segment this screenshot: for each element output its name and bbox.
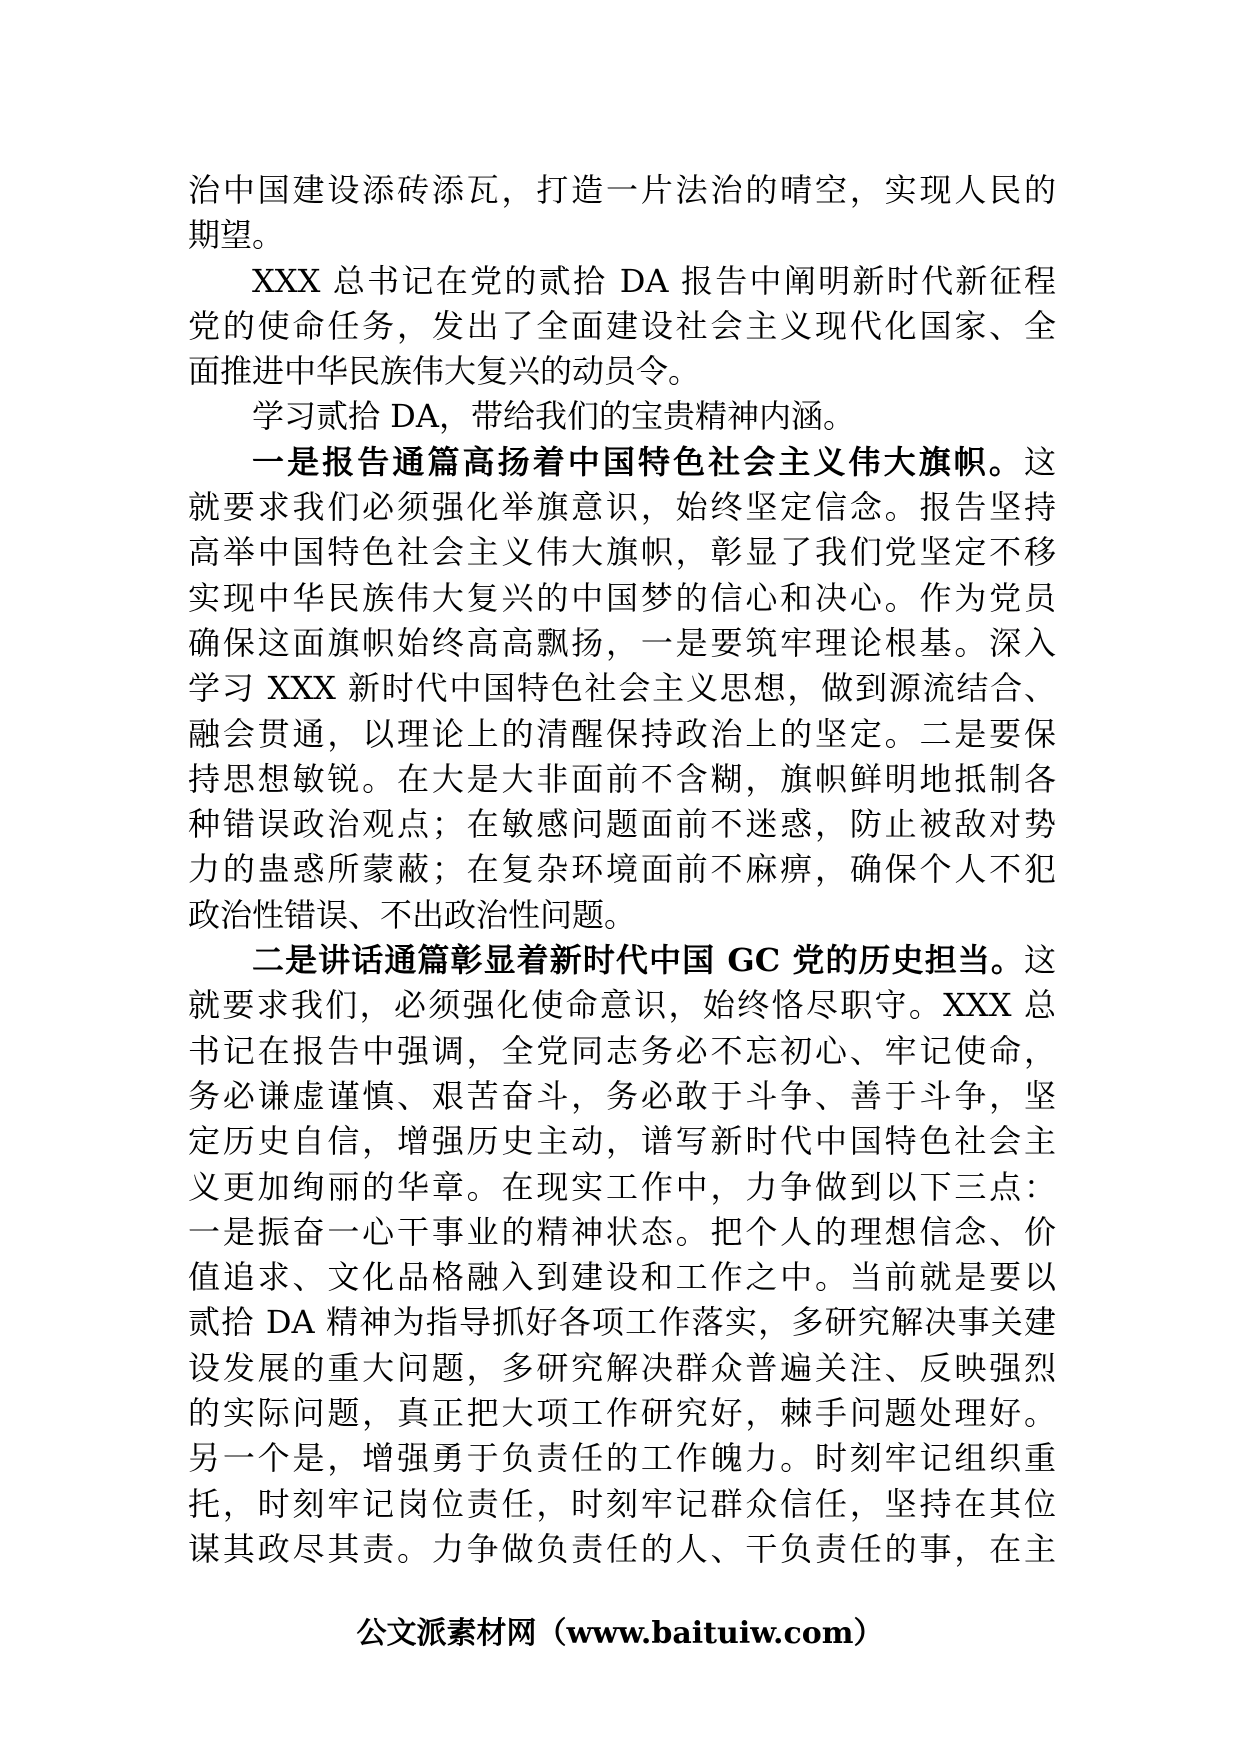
text-line: 的实际问题，真正把大项工作研究好，棘手问题处理好。: [188, 1394, 1056, 1433]
text-line: 书记在报告中强调，全党同志务必不忘初心、牢记使命，: [188, 1031, 1056, 1070]
text-line: 一是振奋一心干事业的精神状态。把个人的理想信念、价: [188, 1212, 1056, 1251]
text-line: 融会贯通，以理论上的清醒保持政治上的坚定。二是要保: [188, 714, 1056, 753]
text-line: 面推进中华民族伟大复兴的动员令。: [188, 352, 701, 391]
text-line: 种错误政治观点；在敏感问题面前不迷惑，防止被敌对势: [188, 805, 1056, 844]
text-line: 学习 XXX 新时代中国特色社会主义思想，做到源流结合、: [188, 669, 1056, 708]
text-line: 力的蛊惑所蒙蔽；在复杂环境面前不麻痹，确保个人不犯: [188, 850, 1056, 889]
text-line: 值追求、文化品格融入到建设和工作之中。当前就是要以: [188, 1258, 1056, 1297]
text-line: 就要求我们必须强化举旗意识，始终坚定信念。报告坚持: [188, 488, 1056, 527]
text-line: XXX 总书记在党的贰拾 DA 报告中阐明新时代新征程: [252, 261, 1056, 300]
text-line: 托，时刻牢记岗位责任，时刻牢记群众信任，坚持在其位: [188, 1484, 1056, 1523]
text-line: 治中国建设添砖添瓦，打造一片法治的晴空，实现人民的: [188, 171, 1056, 209]
text-line: 设发展的重大问题，多研究解决群众普遍关注、反映强烈: [188, 1348, 1056, 1387]
text-line: 义更加绚丽的华章。在现实工作中，力争做到以下三点：: [188, 1167, 1056, 1206]
section-heading-1: 一是报告通篇高扬着中国特色社会主义伟大旗帜。: [252, 442, 1024, 481]
text-line: 就要求我们，必须强化使命意识，始终恪尽职守。XXX 总: [188, 986, 1056, 1025]
text-line: 持思想敏锐。在大是大非面前不含糊，旗帜鲜明地抵制各: [188, 759, 1056, 798]
section-heading-2: 二是讲话通篇彰显着新时代中国 GC 党的历史担当。: [252, 941, 1024, 980]
text-line: 高举中国特色社会主义伟大旗帜，彰显了我们党坚定不移: [188, 533, 1056, 572]
text-line: 另一个是，增强勇于负责任的工作魄力。时刻牢记组织重: [188, 1439, 1056, 1478]
text-line: 定历史自信，增强历史主动，谱写新时代中国特色社会主: [188, 1122, 1056, 1161]
footer-watermark-text: 公文派素材网（www.baituiw.com）: [356, 1616, 884, 1651]
document-body: [188, 168, 1056, 1572]
text-line: 确保这面旗帜始终高高飘扬，一是要筑牢理论根基。深入: [188, 623, 1056, 662]
text-line: 政治性错误、不出政治性问题。: [188, 895, 637, 934]
text-line: 贰拾 DA 精神为指导抓好各项工作落实，多研究解决事关建: [188, 1303, 1056, 1342]
text-line: 务必谦虚谨慎、艰苦奋斗，务必敢于斗争、善于斗争，坚: [188, 1076, 1056, 1115]
text-line: 党的使命任务，发出了全面建设社会主义现代化国家、全: [188, 306, 1056, 345]
section-heading-line: [188, 440, 1056, 485]
heading-tail-text: 这: [1023, 442, 1056, 481]
heading-tail-text: 这: [1023, 941, 1056, 980]
text-line: 学习贰拾 DA，带给我们的宝贵精神内涵。: [252, 397, 855, 436]
section-heading-line: [188, 938, 1056, 983]
text-line: 谋其政尽其责。力争做负责任的人、干负责任的事，在主: [188, 1529, 1056, 1568]
text-line: 期望。: [188, 216, 285, 255]
text-line: 实现中华民族伟大复兴的中国梦的信心和决心。作为党员: [188, 578, 1056, 617]
